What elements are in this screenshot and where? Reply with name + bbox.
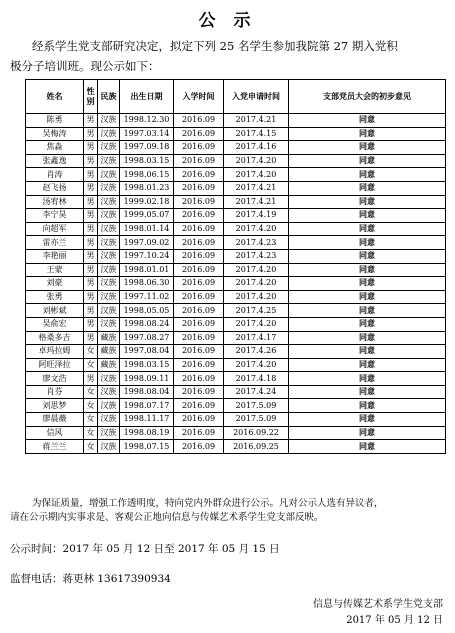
cell-birth-date: 1997.09.02	[120, 236, 174, 250]
cell-name: 李艳丽	[26, 249, 84, 263]
cell-opinion: 同意	[289, 209, 446, 223]
cell-enroll-date: 2016.09	[174, 345, 224, 359]
cell-opinion: 同意	[289, 304, 446, 318]
table-row	[26, 114, 446, 128]
cell-application-date: 2017.4.20	[224, 154, 289, 168]
cell-name: 陈勇	[26, 114, 84, 128]
cell-gender: 女	[84, 385, 98, 399]
cell-opinion: 同意	[289, 385, 446, 399]
cell-ethnicity: 汉族	[98, 385, 120, 399]
cell-ethnicity: 汉族	[98, 413, 120, 427]
cell-birth-date: 1998.09.11	[120, 372, 174, 386]
cell-gender: 女	[84, 440, 98, 454]
cell-enroll-date: 2016.09	[174, 222, 224, 236]
cell-enroll-date: 2016.09	[174, 127, 224, 141]
cell-application-date: 2017.4.17	[224, 331, 289, 345]
cell-birth-date: 1999.05.07	[120, 209, 174, 223]
cell-birth-date: 1998.08.04	[120, 385, 174, 399]
cell-ethnicity: 藏族	[98, 345, 120, 359]
header-birth-date: 出生日期	[120, 80, 174, 114]
cell-enroll-date: 2016.09	[174, 385, 224, 399]
table-row	[26, 154, 446, 168]
cell-birth-date: 1998.08.24	[120, 317, 174, 331]
cell-ethnicity: 汉族	[98, 290, 120, 304]
header-branch-opinion: 支部党员大会的初步意见	[289, 80, 446, 114]
cell-enroll-date: 2016.09	[174, 236, 224, 250]
table-row	[26, 277, 446, 291]
cell-ethnicity: 汉族	[98, 209, 120, 223]
cell-gender: 男	[84, 168, 98, 182]
cell-ethnicity: 汉族	[98, 141, 120, 155]
cell-enroll-date: 2016.09	[174, 290, 224, 304]
table-row	[26, 195, 446, 209]
cell-gender: 男	[84, 317, 98, 331]
cell-ethnicity: 汉族	[98, 263, 120, 277]
cell-application-date: 2017.4.16	[224, 141, 289, 155]
cell-enroll-date: 2016.09	[174, 331, 224, 345]
cell-gender: 女	[84, 345, 98, 359]
cell-enroll-date: 2016.09	[174, 168, 224, 182]
table-row	[26, 236, 446, 250]
table-row	[26, 290, 446, 304]
cell-application-date: 2017.4.20	[224, 168, 289, 182]
cell-gender: 女	[84, 426, 98, 440]
cell-birth-date: 1998.07.15	[120, 440, 174, 454]
cell-name: 张鑫逸	[26, 154, 84, 168]
cell-gender: 男	[84, 181, 98, 195]
table-row	[26, 181, 446, 195]
cell-application-date: 2017.4.20	[224, 290, 289, 304]
cell-name: 刘豪	[26, 277, 84, 291]
cell-gender: 男	[84, 304, 98, 318]
cell-opinion: 同意	[289, 413, 446, 427]
cell-enroll-date: 2016.09	[174, 372, 224, 386]
cell-birth-date: 1998.01.23	[120, 181, 174, 195]
intro-line-1: 经系学生党支部研究决定，拟定下列 25 名学生参加我院第 27 期入党积	[32, 39, 398, 53]
cell-application-date: 2017.5.09	[224, 413, 289, 427]
cell-ethnicity: 汉族	[98, 127, 120, 141]
cell-birth-date: 1998.03.15	[120, 154, 174, 168]
table-row	[26, 345, 446, 359]
notice-period: 公示时间：2017 年 05 月 12 日至 2017 年 05 月 15 日	[10, 543, 280, 555]
cell-gender: 男	[84, 222, 98, 236]
header-name: 姓名	[26, 80, 84, 114]
cell-name: 阿旺泽拉	[26, 358, 84, 372]
cell-opinion: 同意	[289, 317, 446, 331]
cell-opinion: 同意	[289, 290, 446, 304]
cell-ethnicity: 汉族	[98, 440, 120, 454]
cell-ethnicity: 汉族	[98, 222, 120, 236]
cell-enroll-date: 2016.09	[174, 181, 224, 195]
table-row	[26, 372, 446, 386]
header-gender: 性别	[84, 80, 98, 114]
cell-name: 张勇	[26, 290, 84, 304]
cell-gender: 男	[84, 154, 98, 168]
cell-gender: 男	[84, 249, 98, 263]
cell-name: 吴梅涛	[26, 127, 84, 141]
table-row	[26, 399, 446, 413]
cell-birth-date: 1998.01.14	[120, 222, 174, 236]
cell-ethnicity: 汉族	[98, 304, 120, 318]
cell-ethnicity: 汉族	[98, 195, 120, 209]
cell-application-date: 2017.4.26	[224, 345, 289, 359]
table-row	[26, 263, 446, 277]
cell-gender: 男	[84, 277, 98, 291]
table-row	[26, 358, 446, 372]
cell-name: 刘彬斌	[26, 304, 84, 318]
cell-opinion: 同意	[289, 440, 446, 454]
cell-ethnicity: 汉族	[98, 236, 120, 250]
candidate-table	[25, 79, 446, 454]
cell-name: 雷亦兰	[26, 236, 84, 250]
cell-application-date: 2017.4.21	[224, 114, 289, 128]
cell-ethnicity: 汉族	[98, 277, 120, 291]
page-title: 公 示	[198, 11, 257, 31]
cell-enroll-date: 2016.09	[174, 440, 224, 454]
table-row	[26, 304, 446, 318]
cell-ethnicity: 汉族	[98, 317, 120, 331]
cell-gender: 女	[84, 413, 98, 427]
cell-gender: 男	[84, 141, 98, 155]
table-row	[26, 209, 446, 223]
table-row	[26, 385, 446, 399]
cell-ethnicity: 藏族	[98, 358, 120, 372]
cell-enroll-date: 2016.09	[174, 209, 224, 223]
cell-birth-date: 1999.02.18	[120, 195, 174, 209]
table-row	[26, 141, 446, 155]
cell-name: 廖文浩	[26, 372, 84, 386]
cell-opinion: 同意	[289, 195, 446, 209]
cell-enroll-date: 2016.09	[174, 304, 224, 318]
cell-opinion: 同意	[289, 236, 446, 250]
cell-ethnicity: 汉族	[98, 168, 120, 182]
cell-application-date: 2017.4.20	[224, 358, 289, 372]
cell-name: 吴俞宏	[26, 317, 84, 331]
cell-opinion: 同意	[289, 154, 446, 168]
cell-birth-date: 1997.11.02	[120, 290, 174, 304]
cell-opinion: 同意	[289, 127, 446, 141]
intro-line-2: 极分子培训班。现公示如下：	[10, 59, 160, 73]
cell-application-date: 2017.4.25	[224, 304, 289, 318]
header-enroll-date: 入学时间	[174, 80, 224, 114]
cell-opinion: 同意	[289, 249, 446, 263]
cell-application-date: 2017.4.23	[224, 236, 289, 250]
cell-name: 蒋兰兰	[26, 440, 84, 454]
table-header-row	[26, 80, 446, 114]
cell-birth-date: 1998.07.17	[120, 399, 174, 413]
cell-name: 信风	[26, 426, 84, 440]
cell-birth-date: 1998.12.30	[120, 114, 174, 128]
cell-name: 卓玛拉姆	[26, 345, 84, 359]
cell-name: 廖晨薇	[26, 413, 84, 427]
cell-name: 格桑多吉	[26, 331, 84, 345]
cell-birth-date: 1997.09.18	[120, 141, 174, 155]
cell-name: 焦淼	[26, 141, 84, 155]
cell-birth-date: 1998.06.30	[120, 277, 174, 291]
cell-opinion: 同意	[289, 181, 446, 195]
signature-org: 信息与传媒艺术系学生党支部	[313, 599, 443, 610]
cell-gender: 男	[84, 127, 98, 141]
cell-application-date: 2017.5.09	[224, 399, 289, 413]
header-ethnicity: 民族	[98, 80, 120, 114]
notice-line-2: 请在公示期内实事求是、客观公正地向信息与传媒艺术系学生党支部反映。	[10, 512, 324, 523]
cell-birth-date: 1998.08.19	[120, 426, 174, 440]
cell-application-date: 2017.4.20	[224, 263, 289, 277]
table-row	[26, 413, 446, 427]
cell-application-date: 2017.4.23	[224, 249, 289, 263]
cell-gender: 男	[84, 331, 98, 345]
cell-gender: 男	[84, 209, 98, 223]
cell-enroll-date: 2016.09	[174, 114, 224, 128]
cell-name: 刘思梦	[26, 399, 84, 413]
cell-gender: 女	[84, 399, 98, 413]
cell-gender: 男	[84, 263, 98, 277]
table-row	[26, 317, 446, 331]
cell-opinion: 同意	[289, 399, 446, 413]
cell-name: 赵飞扬	[26, 181, 84, 195]
cell-ethnicity: 汉族	[98, 426, 120, 440]
cell-application-date: 2017.4.20	[224, 317, 289, 331]
cell-gender: 男	[84, 372, 98, 386]
table-row	[26, 249, 446, 263]
cell-opinion: 同意	[289, 114, 446, 128]
cell-name: 肖涛	[26, 168, 84, 182]
cell-opinion: 同意	[289, 222, 446, 236]
cell-ethnicity: 汉族	[98, 249, 120, 263]
cell-birth-date: 1997.08.04	[120, 345, 174, 359]
notice-paragraph	[10, 497, 446, 525]
cell-application-date: 2017.4.15	[224, 127, 289, 141]
cell-name: 汤宥林	[26, 195, 84, 209]
cell-opinion: 同意	[289, 372, 446, 386]
cell-name: 肖芬	[26, 385, 84, 399]
cell-ethnicity: 汉族	[98, 399, 120, 413]
cell-ethnicity: 藏族	[98, 331, 120, 345]
supervision-phone: 监督电话：蒋更林 13617390934	[10, 573, 171, 585]
cell-opinion: 同意	[289, 168, 446, 182]
signature-date: 2017 年 05 月 12 日	[346, 615, 443, 626]
table-row	[26, 168, 446, 182]
cell-opinion: 同意	[289, 141, 446, 155]
cell-ethnicity: 汉族	[98, 154, 120, 168]
cell-ethnicity: 汉族	[98, 372, 120, 386]
notice-line-1: 为保证质量，增强工作透明度，特向党内外群众进行公示。凡对公示人选有异议者，	[32, 498, 384, 509]
cell-gender: 男	[84, 195, 98, 209]
table-body	[26, 114, 446, 454]
cell-application-date: 2016.09.22	[224, 426, 289, 440]
table-row	[26, 127, 446, 141]
cell-gender: 女	[84, 358, 98, 372]
cell-opinion: 同意	[289, 331, 446, 345]
cell-birth-date: 1998.11.17	[120, 413, 174, 427]
cell-enroll-date: 2016.09	[174, 413, 224, 427]
cell-opinion: 同意	[289, 426, 446, 440]
cell-enroll-date: 2016.09	[174, 317, 224, 331]
cell-name: 李宁昊	[26, 209, 84, 223]
cell-name: 王蒙	[26, 263, 84, 277]
table-row	[26, 426, 446, 440]
cell-birth-date: 1998.06.15	[120, 168, 174, 182]
cell-ethnicity: 汉族	[98, 114, 120, 128]
cell-gender: 男	[84, 114, 98, 128]
cell-opinion: 同意	[289, 277, 446, 291]
cell-application-date: 2017.4.19	[224, 209, 289, 223]
cell-birth-date: 1998.01.01	[120, 263, 174, 277]
cell-gender: 男	[84, 236, 98, 250]
cell-enroll-date: 2016.09	[174, 154, 224, 168]
cell-application-date: 2017.4.21	[224, 181, 289, 195]
intro-paragraph	[10, 36, 446, 76]
cell-birth-date: 1997.08.27	[120, 331, 174, 345]
cell-enroll-date: 2016.09	[174, 249, 224, 263]
cell-enroll-date: 2016.09	[174, 141, 224, 155]
table-row	[26, 222, 446, 236]
header-application-date: 入党申请时间	[224, 80, 289, 114]
cell-opinion: 同意	[289, 345, 446, 359]
cell-name: 向超军	[26, 222, 84, 236]
cell-application-date: 2016.09.25	[224, 440, 289, 454]
cell-application-date: 2017.4.20	[224, 222, 289, 236]
cell-birth-date: 1997.10.24	[120, 249, 174, 263]
table-row	[26, 331, 446, 345]
cell-enroll-date: 2016.09	[174, 263, 224, 277]
cell-enroll-date: 2016.09	[174, 277, 224, 291]
cell-application-date: 2017.4.18	[224, 372, 289, 386]
cell-birth-date: 1997.03.14	[120, 127, 174, 141]
cell-birth-date: 1998.05.05	[120, 304, 174, 318]
cell-opinion: 同意	[289, 263, 446, 277]
cell-enroll-date: 2016.09	[174, 358, 224, 372]
cell-application-date: 2017.4.24	[224, 385, 289, 399]
cell-application-date: 2017.4.20	[224, 277, 289, 291]
cell-application-date: 2017.4.21	[224, 195, 289, 209]
table-row	[26, 440, 446, 454]
signature-block	[243, 597, 443, 629]
cell-enroll-date: 2016.09	[174, 426, 224, 440]
cell-enroll-date: 2016.09	[174, 195, 224, 209]
cell-birth-date: 1998.03.15	[120, 358, 174, 372]
cell-gender: 男	[84, 290, 98, 304]
cell-opinion: 同意	[289, 358, 446, 372]
cell-ethnicity: 汉族	[98, 181, 120, 195]
cell-enroll-date: 2016.09	[174, 399, 224, 413]
